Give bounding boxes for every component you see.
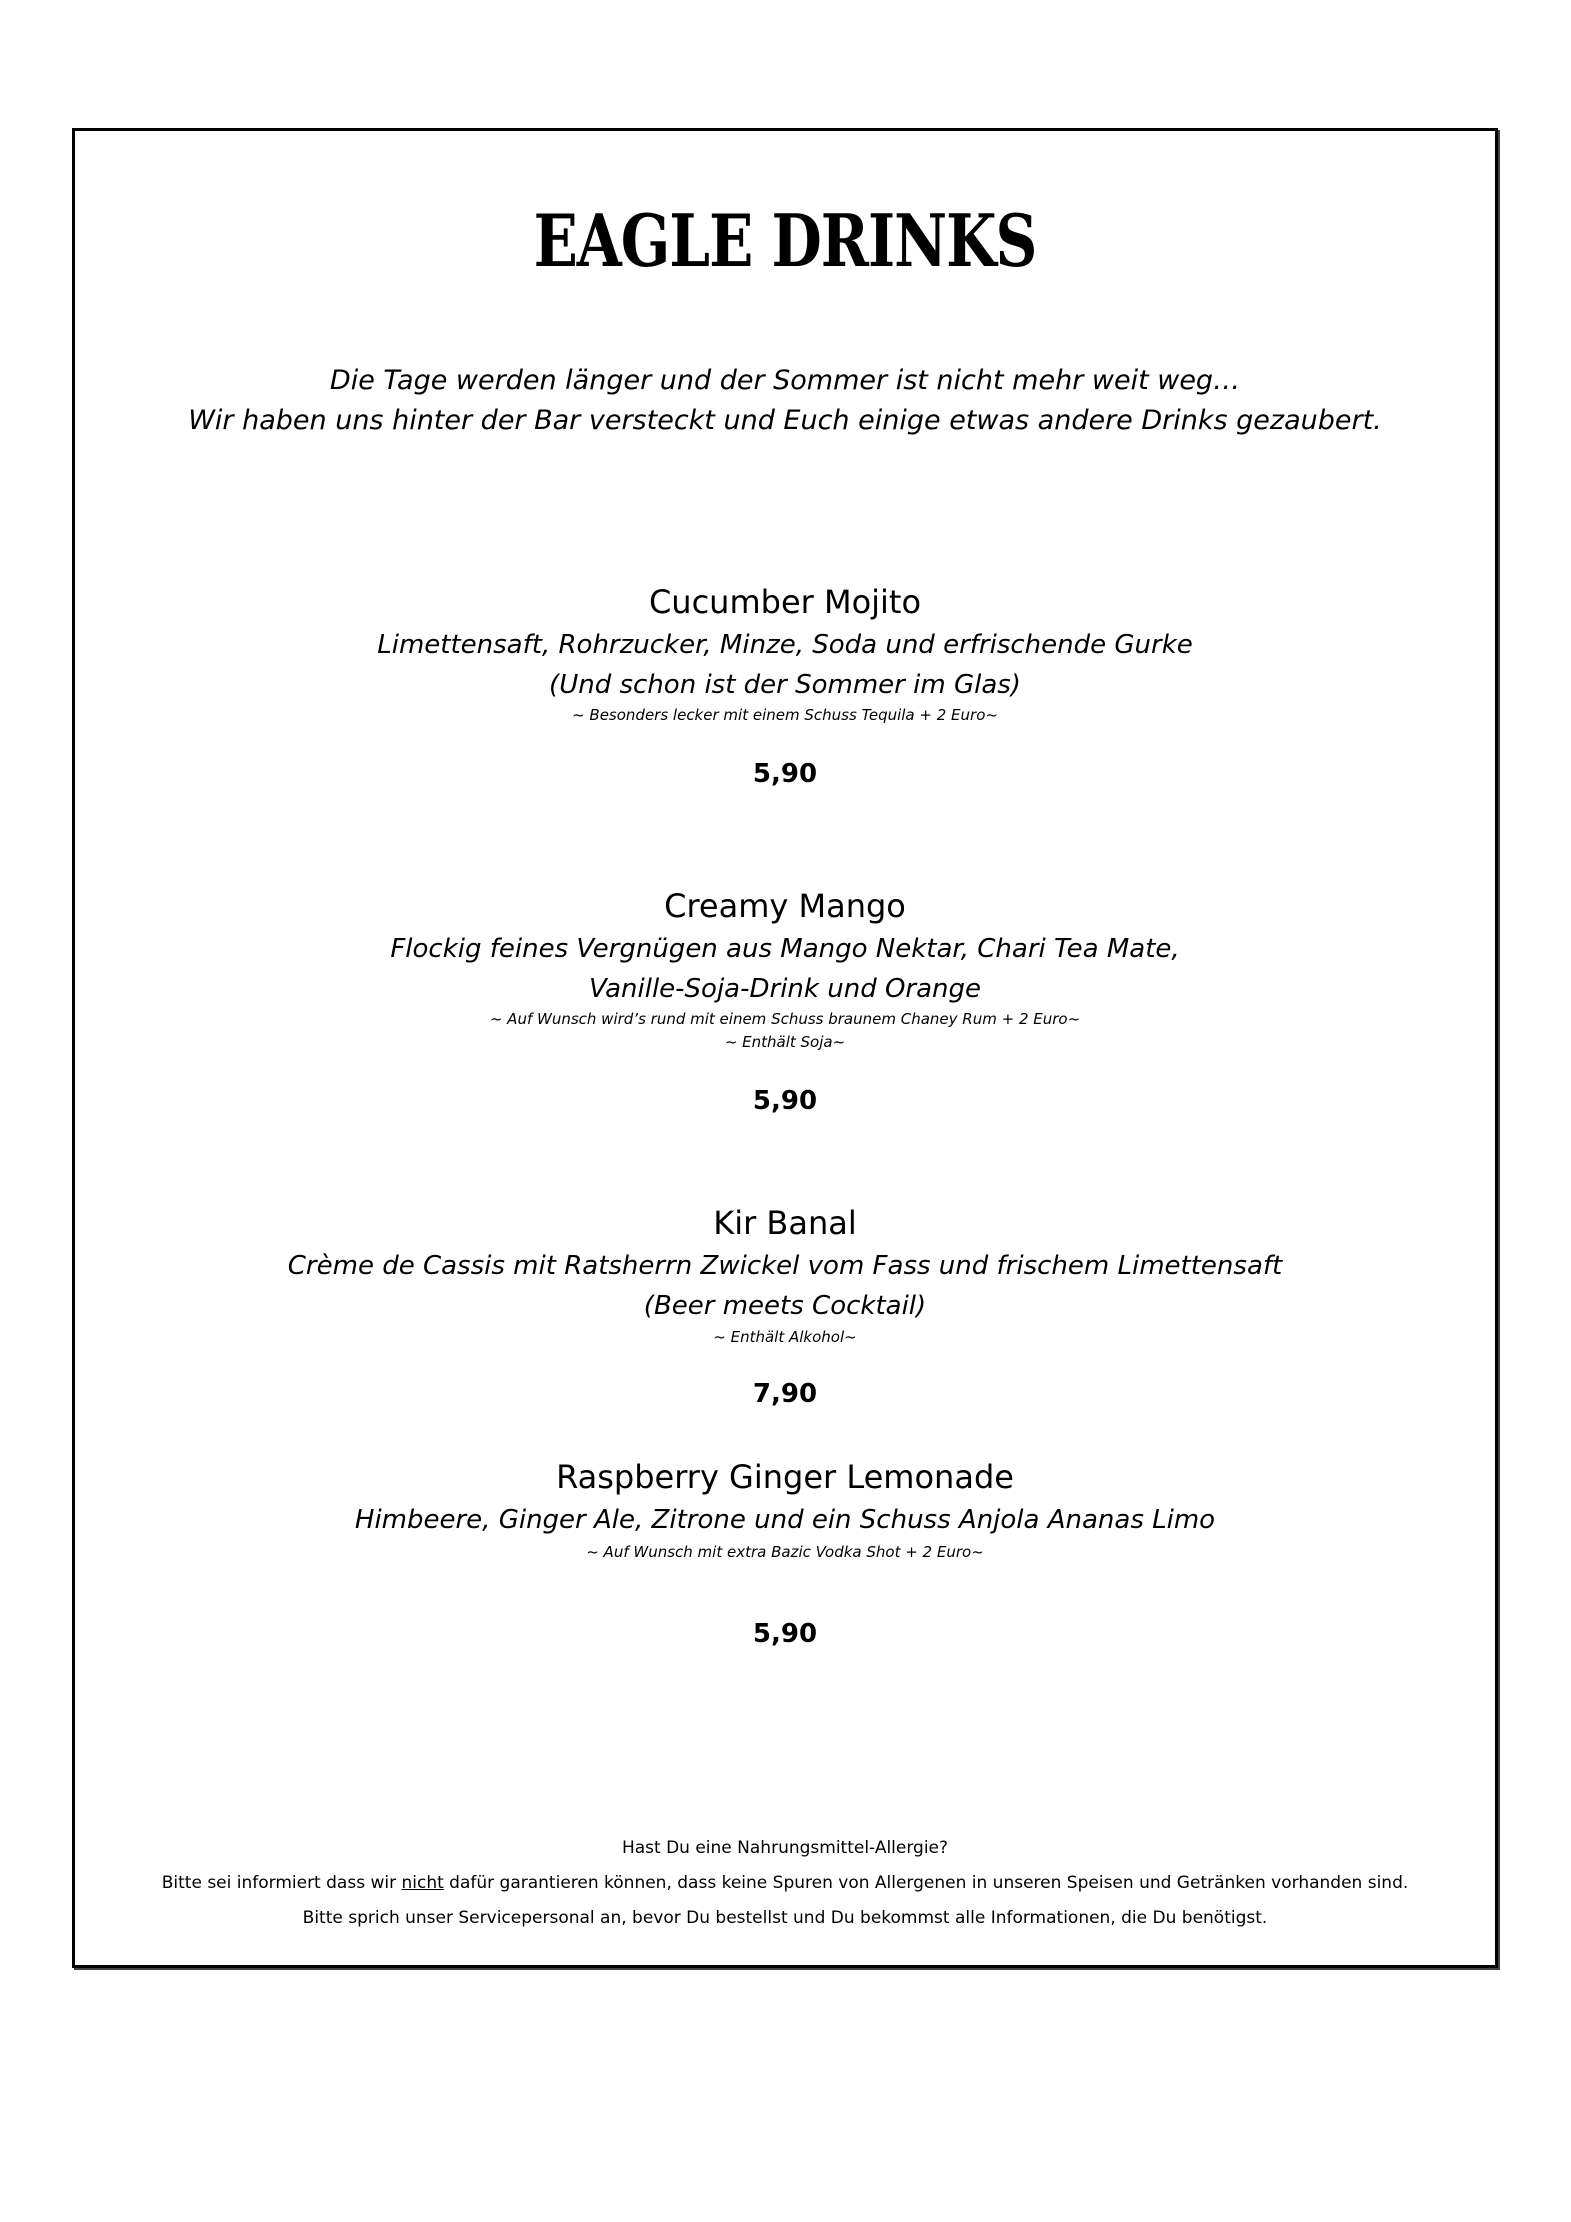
drink-price: 5,90 [752,1619,818,1649]
menu-frame [72,128,1498,1968]
allergy-disclaimer [75,1871,1495,1896]
drink-note: ~ Besonders lecker mit einem Schuss Tequila + 2 Euro~ [572,706,998,724]
allergy-disclaimer-emphasis: nicht [401,1873,444,1893]
allergy-disclaimer-end: dafür garantieren können, dass keine Spuren von Allergenen in unseren Speisen und Getränken vorhanden sind. [443,1873,1409,1893]
drink-description: (Beer meets Cocktail) [643,1291,927,1321]
drink-description: Limettensaft, Rohrzucker, Minze, Soda und erfrischende Gurke [377,630,1193,660]
intro-line-1: Die Tage werden länger und der Sommer ist nicht mehr weit weg… [329,365,1241,396]
drink-description: Himbeere, Ginger Ale, Zitrone und ein Schuss Anjola Ananas Limo [354,1505,1216,1535]
drink-name: Kir Banal [713,1204,857,1242]
drink-description: Vanille-Soja-Drink und Orange [588,974,982,1004]
drink-note: ~ Enthält Soja~ [724,1033,846,1051]
drink-description: Flockig feines Vergnügen aus Mango Nektar, Chari Tea Mate, [390,934,1180,964]
drink-note: ~ Auf Wunsch mit extra Bazic Vodka Shot + 2 Euro~ [586,1543,984,1561]
intro-line-2: Wir haben uns hinter der Bar versteckt und Euch einige etwas andere Drinks gezaubert. [188,405,1382,436]
allergy-question: Hast Du eine Nahrungsmittel-Allergie? [621,1838,949,1858]
drink-name: Raspberry Ginger Lemonade [556,1458,1014,1496]
drink-description: Crème de Cassis mit Ratsherrn Zwickel vom Fass und frischem Limettensaft [287,1251,1283,1281]
drink-description: (Und schon ist der Sommer im Glas) [549,670,1021,700]
drink-name: Cucumber Mojito [648,583,922,621]
menu-title: EAGLE DRINKS [533,198,1037,284]
drink-note: ~ Auf Wunsch wird’s rund mit einem Schuss braunem Chaney Rum + 2 Euro~ [489,1010,1081,1028]
drink-name: Creamy Mango [664,887,906,925]
drink-price: 5,90 [752,759,818,789]
allergy-contact-staff: Bitte sprich unser Servicepersonal an, bevor Du bestellst und Du bekommst alle Informationen, die Du benötigst. [302,1908,1268,1928]
drink-note: ~ Enthält Alkohol~ [713,1328,857,1346]
drink-price: 5,90 [752,1086,818,1116]
drink-price: 7,90 [752,1379,818,1409]
allergy-disclaimer-start: Bitte sei informiert dass wir [161,1873,402,1893]
